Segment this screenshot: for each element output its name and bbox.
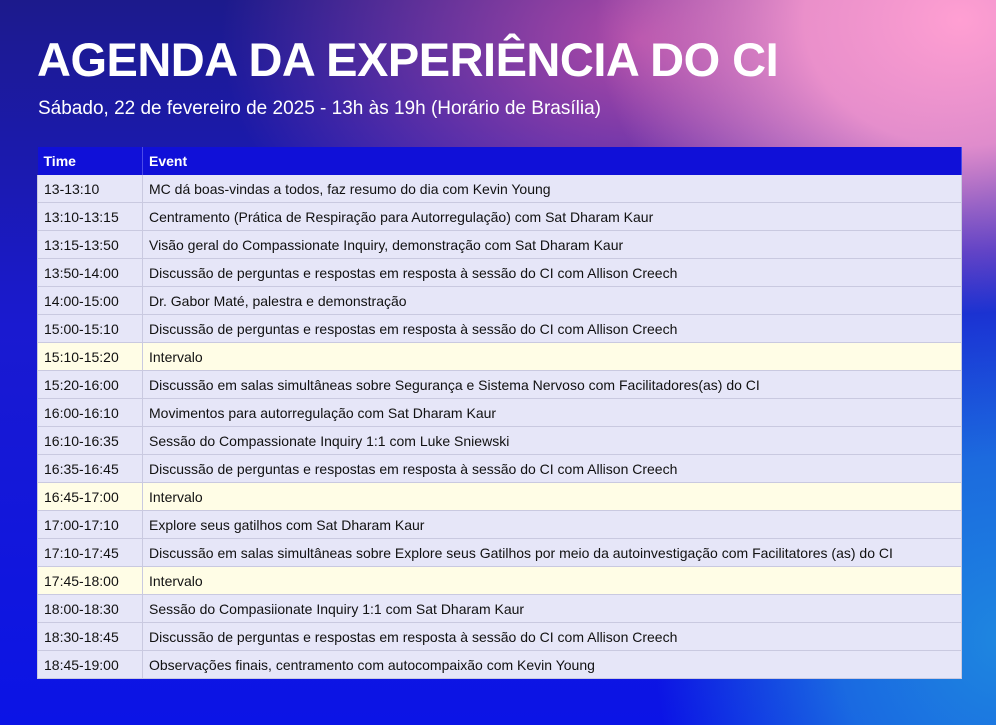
time-cell: 13:15-13:50: [38, 231, 143, 259]
table-row: [38, 315, 962, 343]
table-row: [38, 203, 962, 231]
time-cell: 18:30-18:45: [38, 623, 143, 651]
table-row: [38, 455, 962, 483]
table-row: [38, 371, 962, 399]
table-row: [38, 231, 962, 259]
table-row: [38, 511, 962, 539]
event-cell: Sessão do Compassionate Inquiry 1:1 com Luke Sniewski: [143, 427, 962, 455]
time-cell: 17:45-18:00: [38, 567, 143, 595]
event-cell: Discussão em salas simultâneas sobre Explore seus Gatilhos por meio da autoinvestigação com Facilitatores (as) do CI: [143, 539, 962, 567]
table-row: [38, 595, 962, 623]
time-cell: 13:50-14:00: [38, 259, 143, 287]
time-cell: 17:10-17:45: [38, 539, 143, 567]
event-cell: Discussão de perguntas e respostas em resposta à sessão do CI com Allison Creech: [143, 315, 962, 343]
break-row: [38, 483, 962, 511]
time-cell: 13:10-13:15: [38, 203, 143, 231]
event-cell: Explore seus gatilhos com Sat Dharam Kaur: [143, 511, 962, 539]
agenda-table: [37, 147, 962, 679]
table-row: [38, 399, 962, 427]
event-cell: Movimentos para autorregulação com Sat Dharam Kaur: [143, 399, 962, 427]
time-cell: 16:10-16:35: [38, 427, 143, 455]
header-row: [38, 147, 962, 175]
event-cell: Visão geral do Compassionate Inquiry, demonstração com Sat Dharam Kaur: [143, 231, 962, 259]
time-cell: 13-13:10: [38, 175, 143, 203]
time-cell: 15:10-15:20: [38, 343, 143, 371]
time-cell: 15:20-16:00: [38, 371, 143, 399]
column-header-event: Event: [143, 147, 962, 175]
event-cell: Centramento (Prática de Respiração para Autorregulação) com Sat Dharam Kaur: [143, 203, 962, 231]
break-row: [38, 343, 962, 371]
time-cell: 14:00-15:00: [38, 287, 143, 315]
event-cell: Discussão de perguntas e respostas em resposta à sessão do CI com Allison Creech: [143, 259, 962, 287]
event-cell: Observações finais, centramento com autocompaixão com Kevin Young: [143, 651, 962, 679]
table-row: [38, 623, 962, 651]
table-row: [38, 175, 962, 203]
event-cell: MC dá boas-vindas a todos, faz resumo do dia com Kevin Young: [143, 175, 962, 203]
table-row: [38, 539, 962, 567]
time-cell: 15:00-15:10: [38, 315, 143, 343]
table-row: [38, 287, 962, 315]
time-cell: 17:00-17:10: [38, 511, 143, 539]
event-cell: Sessão do Compasiionate Inquiry 1:1 com Sat Dharam Kaur: [143, 595, 962, 623]
time-cell: 18:00-18:30: [38, 595, 143, 623]
agenda-table-body: [38, 175, 962, 679]
agenda-table-header: [38, 147, 962, 175]
time-cell: 18:45-19:00: [38, 651, 143, 679]
column-header-time: Time: [38, 147, 143, 175]
event-cell: Discussão em salas simultâneas sobre Segurança e Sistema Nervoso com Facilitadores(as) do CI: [143, 371, 962, 399]
time-cell: 16:45-17:00: [38, 483, 143, 511]
event-cell: Intervalo: [143, 343, 962, 371]
event-cell: Discussão de perguntas e respostas em resposta à sessão do CI com Allison Creech: [143, 623, 962, 651]
table-row: [38, 427, 962, 455]
event-cell: Dr. Gabor Maté, palestra e demonstração: [143, 287, 962, 315]
table-row: [38, 259, 962, 287]
event-date-subtitle: Sábado, 22 de fevereiro de 2025 - 13h às 19h (Horário de Brasília): [38, 98, 601, 119]
event-cell: Discussão de perguntas e respostas em resposta à sessão do CI com Allison Creech: [143, 455, 962, 483]
time-cell: 16:00-16:10: [38, 399, 143, 427]
time-cell: 16:35-16:45: [38, 455, 143, 483]
break-row: [38, 567, 962, 595]
table-row: [38, 651, 962, 679]
agenda-table-container: [37, 147, 961, 679]
event-cell: Intervalo: [143, 567, 962, 595]
event-cell: Intervalo: [143, 483, 962, 511]
page-title: AGENDA DA EXPERIÊNCIA DO CI: [37, 33, 779, 86]
